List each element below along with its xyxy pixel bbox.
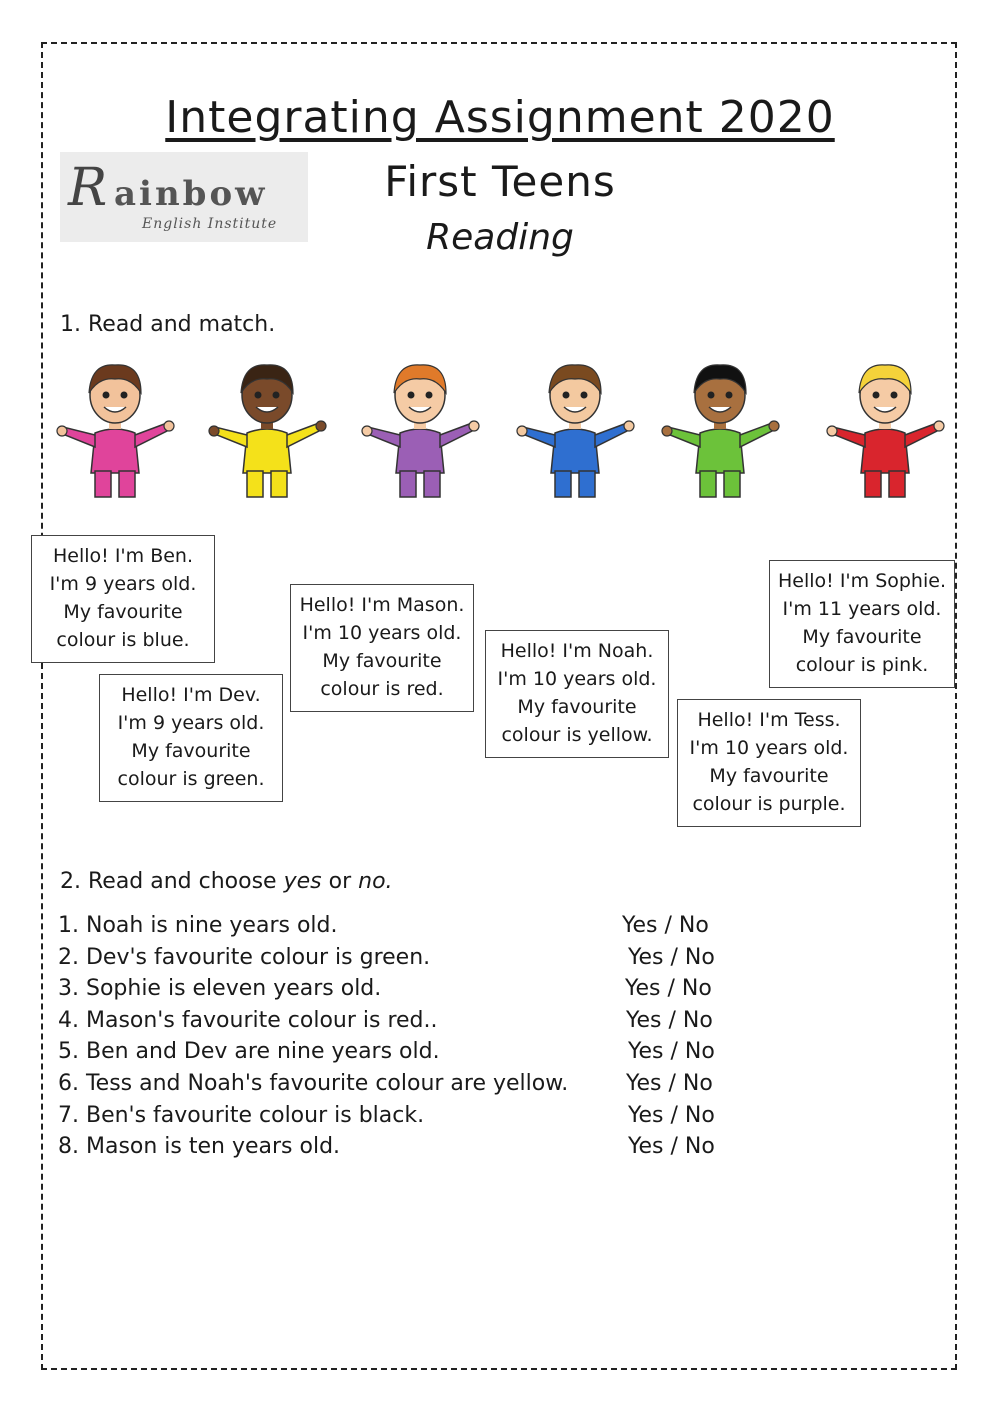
instruction-or: or — [321, 869, 359, 894]
speech-line: My favourite — [63, 601, 183, 623]
speech-line: My favourite — [517, 696, 637, 718]
kid-figure — [825, 355, 945, 500]
speech-line: colour is green. — [117, 768, 265, 790]
speech-line: colour is pink. — [795, 654, 929, 676]
speech-box-dev — [99, 674, 283, 802]
question-text: 1. Noah is nine years old. — [58, 913, 338, 938]
character-2-illustration — [207, 355, 327, 500]
yes-no-choice[interactable]: Yes / No — [626, 1007, 713, 1033]
speech-line: colour is purple. — [692, 793, 846, 815]
yes-no-choice[interactable]: Yes / No — [626, 1070, 713, 1096]
kid-figure — [207, 355, 327, 500]
question-row — [58, 976, 758, 1008]
speech-line: I'm 9 years old. — [49, 573, 197, 595]
kid-figure — [515, 355, 635, 500]
question-row — [58, 1039, 758, 1071]
speech-line: I'm 10 years old. — [302, 622, 462, 644]
logo-word: ainbow — [114, 174, 268, 214]
level-heading: First Teens — [384, 157, 616, 206]
yes-no-choice[interactable]: Yes / No — [628, 944, 715, 970]
logo-tagline: English Institute — [142, 216, 278, 232]
speech-line: Hello! I'm Mason. — [299, 594, 465, 616]
character-6-illustration — [825, 355, 945, 500]
speech-box-noah — [485, 630, 669, 758]
speech-line: I'm 10 years old. — [497, 668, 657, 690]
question-row — [58, 1008, 758, 1040]
section1-instruction: 1. Read and match. — [60, 312, 276, 337]
yes-no-choice[interactable]: Yes / No — [628, 1102, 715, 1128]
speech-line: My favourite — [131, 740, 251, 762]
speech-line: Hello! I'm Ben. — [53, 545, 193, 567]
speech-line: Hello! I'm Tess. — [697, 709, 841, 731]
speech-line: I'm 10 years old. — [689, 737, 849, 759]
question-row — [58, 1134, 758, 1166]
instruction-no: no. — [358, 869, 393, 894]
yes-no-choice[interactable]: Yes / No — [622, 913, 709, 938]
speech-box-ben — [31, 535, 215, 663]
skill-heading: Reading — [426, 217, 574, 258]
question-text: 7. Ben's favourite colour is black. — [58, 1102, 425, 1128]
character-4-illustration — [515, 355, 635, 500]
speech-line: My favourite — [709, 765, 829, 787]
question-text: 5. Ben and Dev are nine years old. — [58, 1039, 440, 1065]
speech-line: I'm 9 years old. — [117, 712, 265, 734]
page-title: Integrating Assignment 2020 — [165, 92, 835, 143]
question-list — [58, 913, 758, 1166]
speech-line: Hello! I'm Sophie. — [778, 570, 946, 592]
logo-initial: R — [68, 158, 108, 218]
instruction-yes: yes — [283, 869, 322, 894]
kid-figure — [660, 355, 780, 500]
characters-row — [55, 355, 945, 500]
speech-line: My favourite — [322, 650, 442, 672]
speech-line: I'm 11 years old. — [782, 598, 942, 620]
speech-box-mason — [290, 584, 474, 712]
question-row — [58, 1071, 758, 1103]
question-text: 4. Mason's favourite colour is red.. — [58, 1007, 438, 1033]
speech-box-tess — [677, 699, 861, 827]
yes-no-choice[interactable]: Yes / No — [628, 1039, 715, 1065]
speech-box-sophie — [769, 560, 955, 688]
yes-no-choice[interactable]: Yes / No — [628, 1134, 715, 1160]
kid-figure — [360, 355, 480, 500]
question-text: 6. Tess and Noah's favourite colour are yellow. — [58, 1070, 569, 1096]
speech-line: My favourite — [802, 626, 922, 648]
question-text: 8. Mason is ten years old. — [58, 1134, 341, 1160]
instruction-text: 2. Read and choose — [60, 869, 284, 894]
speech-line: colour is blue. — [56, 629, 190, 651]
question-text: 3. Sophie is eleven years old. — [58, 976, 382, 1002]
question-row — [58, 913, 758, 945]
question-row — [58, 1103, 758, 1135]
question-text: 2. Dev's favourite colour is green. — [58, 944, 431, 970]
speech-line: colour is red. — [320, 678, 444, 700]
question-row — [58, 945, 758, 977]
character-1-illustration — [55, 355, 175, 500]
yes-no-choice[interactable]: Yes / No — [625, 976, 712, 1002]
speech-line: Hello! I'm Noah. — [500, 640, 654, 662]
kid-figure — [55, 355, 175, 500]
speech-line: colour is yellow. — [501, 724, 653, 746]
character-3-illustration — [360, 355, 480, 500]
character-5-illustration — [660, 355, 780, 500]
section2-instruction — [60, 869, 393, 894]
speech-line: Hello! I'm Dev. — [121, 684, 261, 706]
